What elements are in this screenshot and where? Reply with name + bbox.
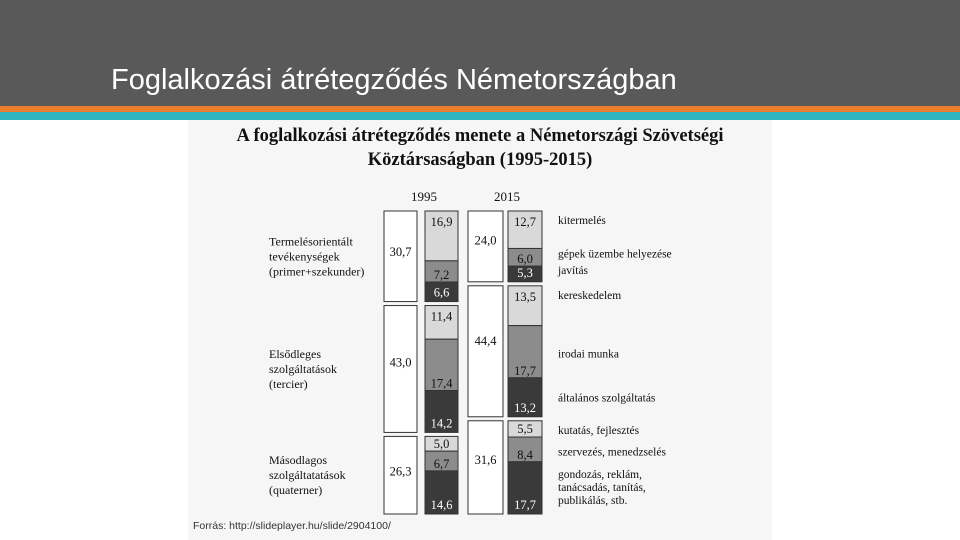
segment-value-label: 5,0 — [433, 436, 450, 451]
sector-total-box — [468, 421, 503, 514]
segment-value-label: 16,9 — [430, 215, 453, 229]
segment-value-label: 14,2 — [430, 416, 453, 431]
segment-value-label: 14,6 — [430, 498, 453, 512]
sector-name-line: (primer+szekunder) — [269, 264, 365, 279]
year-label-1995: 1995 — [411, 189, 437, 204]
sector-name-line: szolgáltatatások — [269, 468, 346, 483]
segment-value-label: 7,2 — [433, 268, 450, 283]
category-label-line: irodai munka — [558, 348, 619, 361]
segment-value-label: 5,5 — [517, 421, 533, 436]
category-label-line: általános szolgáltatás — [558, 392, 656, 405]
accent-stripe-teal — [0, 112, 960, 120]
segment-value-label: 8,4 — [517, 447, 533, 462]
category-label-line: kitermelés — [558, 215, 606, 227]
segment-value-label: 6,6 — [433, 285, 450, 300]
sector-total-label: 44,4 — [474, 333, 497, 348]
category-label-line: tanácsadás, tanítás, — [558, 481, 646, 494]
chart-figure — [188, 120, 772, 540]
sector-total-label: 43,0 — [389, 355, 412, 370]
segment-value-label: 17,7 — [514, 498, 536, 512]
sector-name-line: tevékenységek — [269, 249, 340, 264]
sector-total-label: 30,7 — [389, 244, 412, 259]
segment-value-label: 12,7 — [514, 215, 536, 229]
segment-value-label: 17,7 — [514, 363, 536, 378]
chart-title-line: A foglalkozási átrétegződés menete a Németországi Szövetségi — [236, 126, 724, 146]
category-label-line: gépek üzembe helyezése — [558, 248, 672, 261]
sector-name-line: (tercier) — [269, 376, 308, 391]
segment-value-label: 13,5 — [514, 289, 536, 304]
segment-value-label: 11,4 — [430, 309, 453, 324]
segment-value-label: 17,4 — [430, 376, 453, 391]
sector-total-label: 31,6 — [474, 452, 497, 467]
sector-name-line: Másodlagos — [269, 453, 327, 468]
sector-total-box — [468, 286, 503, 417]
category-label-line: szervezés, menedzselés — [558, 446, 666, 459]
sector-name-line: szolgáltatások — [269, 361, 337, 376]
sector-name-line: Elsődleges — [269, 346, 321, 361]
category-label-line: gondozás, reklám, — [558, 468, 642, 481]
chart-title-line: Köztársaságban (1995-2015) — [367, 150, 593, 170]
year-label-2015: 2015 — [494, 189, 520, 204]
category-label-line: publikálás, stb. — [558, 494, 628, 507]
slide-title: Foglalkozási átrétegződés Németországban — [111, 64, 677, 96]
sector-total-label: 26,3 — [389, 464, 412, 479]
sector-name-line: (quaterner) — [269, 483, 323, 498]
segment-value-label: 6,0 — [517, 252, 533, 267]
segment-value-label: 6,7 — [433, 456, 450, 471]
stacked-bar-chart — [188, 120, 772, 540]
segment-value-label: 5,3 — [517, 265, 533, 280]
category-label-line: kutatás, fejlesztés — [558, 424, 640, 437]
segment-value-label: 13,2 — [514, 400, 536, 415]
sector-name-line: Termelésorientált — [269, 234, 353, 249]
category-label-line: kereskedelem — [558, 289, 622, 302]
source-caption: Forrás: http://slideplayer.hu/slide/2904100/ — [193, 520, 391, 532]
category-label-line: javítás — [558, 265, 589, 278]
sector-total-label: 24,0 — [474, 233, 497, 248]
